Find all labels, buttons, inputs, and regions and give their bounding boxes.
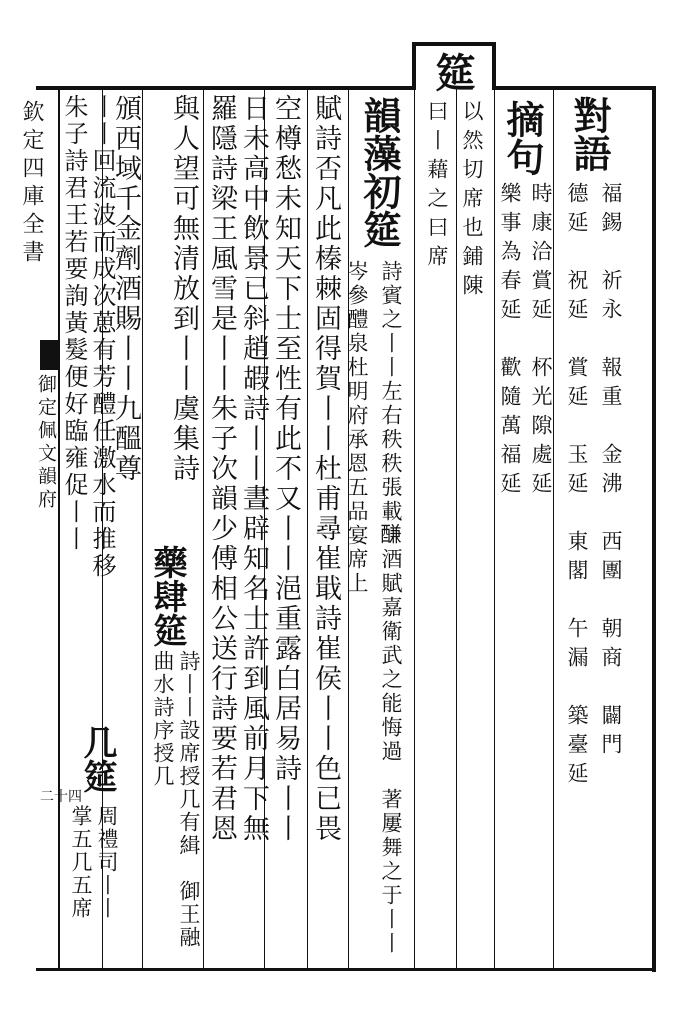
si-yan-heading: 藥肆筵 (147, 545, 187, 647)
text-col-b: 空樽愁未知天下士至性有此不又丨丨浥重露白居易詩丨丨 (270, 94, 301, 844)
text-col-h: 朱子詩君王若要詢黃髮便好臨雍促丨丨 (60, 94, 88, 553)
margin-title-bottom: 御定佩文韻府 (35, 374, 57, 512)
jiu-yan-heading: 几筵 (77, 725, 117, 793)
bottom-border (36, 968, 656, 971)
duiyu-entries-1: 福錫 祈永 報重 金沸 西團 朝商 闢門 (599, 182, 623, 762)
duiyu-entries-2: 德延 祝延 賞延 玉延 東閣 午漏 築臺延 (565, 182, 589, 791)
col-divider-3 (456, 86, 457, 970)
col-divider-6 (307, 86, 308, 970)
text-col-a: 賦詩否凡此榛棘固得賀丨丨杜甫尋崔戢詩崔侯丨丨色已畏 (310, 94, 341, 844)
margin-title-top: 欽定四庫全書 (19, 100, 44, 268)
jiu-yan-text: 周禮司丨丨 掌五几五席 (69, 805, 119, 943)
text-col-g: 丨丨回流波而成次葸有芳醴任激水而推移 (88, 94, 116, 580)
right-border (652, 86, 656, 972)
top-border-left (36, 86, 414, 90)
zhaiju-entries-1: 時康洽賞延 杯光隙處延 (529, 182, 553, 501)
top-border-right (494, 86, 652, 90)
col-divider-9 (142, 86, 143, 970)
col-divider-1 (553, 86, 554, 970)
zhaiju-heading: 摘句 (500, 100, 545, 176)
header-box-top (412, 42, 496, 46)
page-number: 二十四 (40, 789, 82, 805)
text-col-c: 日未高中飲景已斜趙嘏詩丨丨晝辟知名士許到風前月下無 (238, 94, 269, 844)
zhaiju-entries-2: 樂事為春延 歡隨萬福延 (498, 182, 522, 501)
col-divider-8 (203, 86, 204, 970)
text-col-f: 頒西域千金劑酒賜丨丨九醞尊 (110, 94, 141, 484)
duiyu-heading: 對語 (567, 96, 612, 172)
col-divider-4 (414, 86, 415, 970)
header-line-2: 曰丨藉之曰席 (425, 100, 449, 274)
header-box-left (412, 42, 416, 90)
header-title: 筵 (429, 52, 476, 92)
si-yan-text: 詩丨丨設席授几有緝 御王融曲水詩序授几 (151, 650, 201, 949)
yunzao-chu-heading: 韻藻初筵 (357, 96, 402, 248)
col-divider-2 (494, 86, 495, 970)
text-col-d: 羅隱詩梁王風雪是丨丨朱子次韻少傅相公送行詩要若君恩 (206, 94, 237, 844)
text-col-e: 與人望可無清放到丨丨虞集詩 (168, 94, 199, 484)
fishtail-mark (40, 340, 58, 370)
header-box-right (492, 42, 496, 90)
yunzao-chu-text: 詩賓之丨丨左右秩秩張載𨢑酒賦嘉衛武之能悔過 著屢舞之于丨丨岑參醴泉杜明府承恩五品宴席上 (345, 260, 403, 956)
header-line-1: 以然切席也鋪陳 (460, 100, 484, 303)
